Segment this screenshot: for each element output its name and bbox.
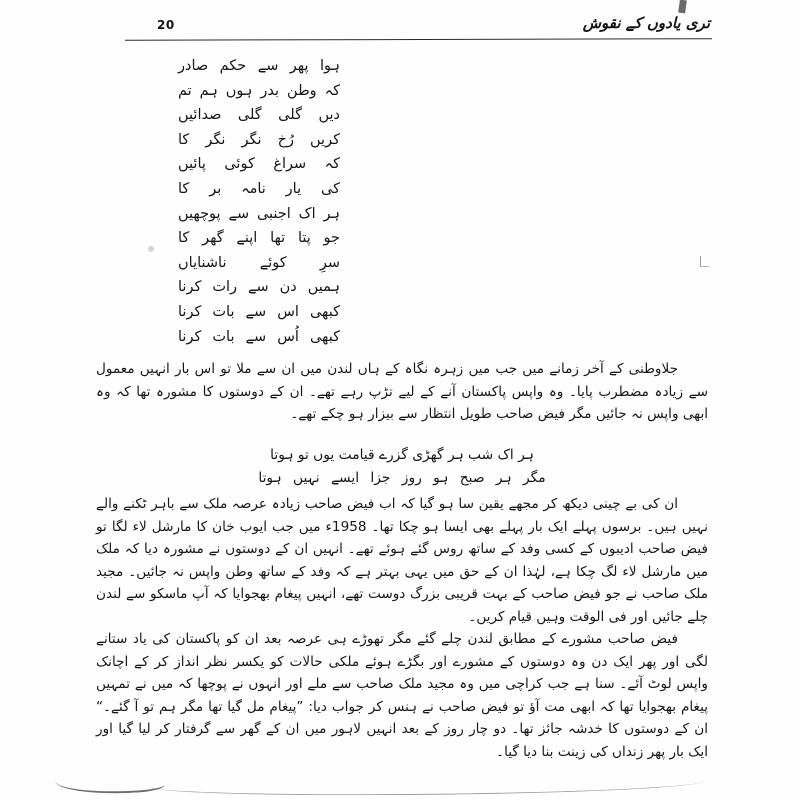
header-rule [125,38,712,41]
poem-line: کہ وطن بدر ہوں ہم تم [178,82,340,99]
page-bottom-edge-line [150,779,705,796]
paragraph-1: جلاوطنی کے آخر زمانے میں جب میں زہرہ نگاہ کے ہاں لندن میں ان سے ملا تو اس بار انہیں معمول سے زیادہ مضطرب پایا۔ وہ واپس پاکستان آنے کے لیے تڑپ رہے تھے۔ ان کے دوستوں کا مشورہ تھا کہ وہ ابھی واپس نہ جائیں مگر فیض صاحب طویل انتظار سے بیزار ہو چکے تھے۔ [96,361,708,423]
poem-line: کبھی اس سے بات کرنا [178,303,340,320]
page-bottom-curl [55,773,166,797]
paragraph-3: فیض صاحب مشورے کے مطابق لندن چلے گئے مگر تھوڑے ہی عرصہ بعد ان کو پاکستان کی یاد ستانے لگی اور پھر ایک دن وہ دوستوں کے مشورے اور بگڑے ہوئے ملکی حالات کو یکسر نظر انداز کر کے اچانک واپس لوٹ آئے۔ سنا ہے جب کراچی میں وہ مجید ملک صاحب سے ملے اور انہوں نے پوچھا کہ میں نے تمہیں پیغام بھجوایا تھا کہ ابھی مت آؤ تو فیض صاحب نے ہنس کر جواب دیا: ”پیغام مل گیا تھا مگر ہم تو آ گئے۔“ ان کے دوستوں کا خدشہ جائز تھا۔ دو چار روز کے بعد انہیں لاہور میں ان کے گھر سے گرفتار کر لیا گیا اور ایک بار پھر زنداں کی زینت بنا دیا گیا۔ [96,631,708,760]
poem-line: جو پتا تھا اپنے گھر کا [178,230,340,247]
poem-line: کبھی اُس سے بات کرنا [178,328,340,345]
couplet-line: مگر ہر صبح ہو روز جزا ایسے نہیں ہوتا [258,470,546,486]
poem-line: سرِ کوئے ناشنایاں [178,254,340,271]
running-title: تری یادوں کے نقوش [582,14,710,32]
poem-line: ہمیں دن سے رات کرنا [178,279,340,296]
poem-line: دیں گلی گلی صدائیں [178,107,340,124]
poem-line: کہ سراغ کوئی پائیں [178,156,340,173]
poem-line: ہر اک اجنبی سے پوچھیں [178,205,340,222]
poem-line: کی یار نامہ بر کا [178,180,340,197]
couplet-block [96,444,708,490]
scan-artifact-speck [700,256,709,267]
page-number: 20 [157,18,175,32]
poem-block [178,54,340,349]
page-header [125,14,712,40]
scan-artifact-speck [148,246,154,252]
poem-line: ہوا پھر سے حکم صادر [178,58,340,74]
couplet-line: ہر اک شب ہر گھڑی گزرے قیامت یوں تو ہوتا [270,447,534,463]
paragraph-2: ان کی بے چینی دیکھ کر مجھے یقین سا ہو گیا کہ اب فیض صاحب زیادہ عرصہ ملک سے باہر ٹکنے والے نہیں ہیں۔ برسوں پہلے ایک بار پہلے بھی ایسا ہو چکا تھا۔ 1958ء میں جب ایوب خان کا مارشل لاء لگا تو فیض صاحب ادیبوں کے کسی وفد کے ساتھ روس گئے ہوئے تھے۔ انہیں ان کے دوستوں نے مشورہ دیا کہ ملک میں مارشل لاء لگ چکا ہے، لہٰذا ان کے حق میں یہی بہتر ہے کہ وفد کے ساتھ وطن واپس نہ جائیں۔ مجید ملک صاحب نے جو فیض صاحب کے بہت قریبی بزرگ دوست تھے، انہیں پیغام بھجوایا کہ آپ ماسکو سے لندن چلے جائیں اور فی الوقت وہیں قیام کریں۔ [96,496,708,625]
scan-artifact-corner-mark [678,0,687,13]
poem-line: کریں رُخ نگر نگر کا [178,131,340,148]
